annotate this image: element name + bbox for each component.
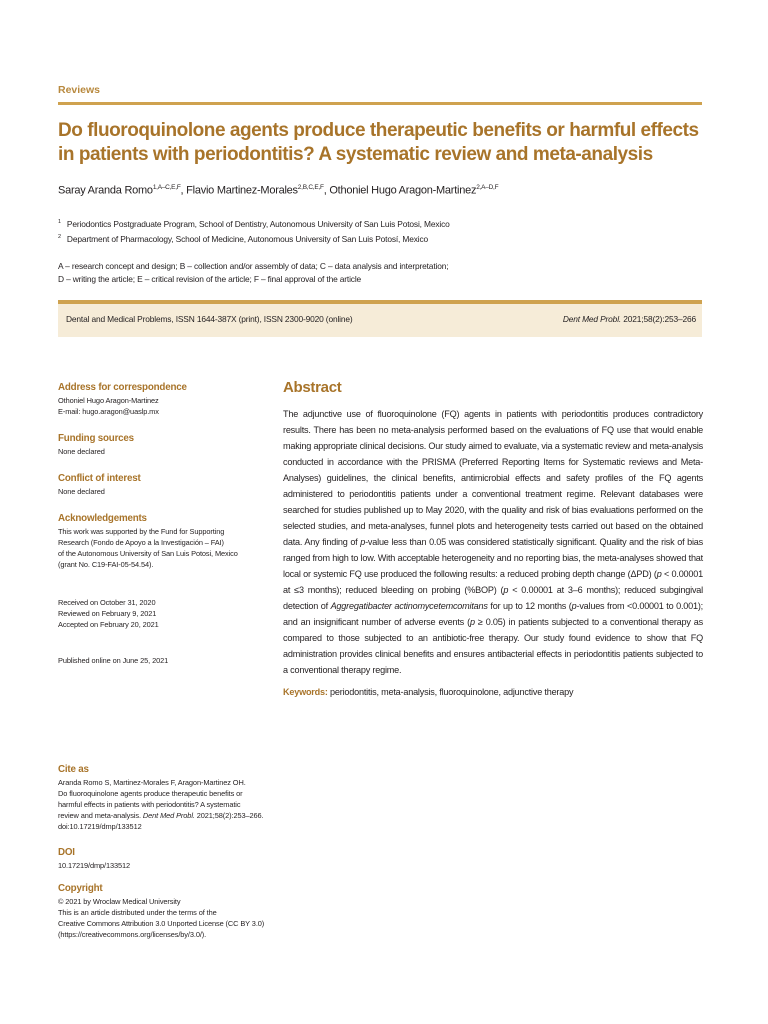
cite-block <box>58 763 268 832</box>
keywords-text: periodontitis, meta-analysis, fluoroquinolone, adjunctive therapy <box>327 687 574 697</box>
conflict-text: None declared <box>58 487 105 496</box>
copyright-line[interactable]: (https://creativecommons.org/licenses/by/3.0/). <box>58 930 207 939</box>
author-affiliation-marker: 2,B,C,E,F <box>297 184 324 191</box>
cite-line: Do fluoroquinolone agents produce therapeutic benefits or <box>58 789 243 798</box>
acknowledgements-block <box>58 512 268 570</box>
cite-text: review and meta-analysis. <box>58 811 143 820</box>
acknowledgements-line: (grant No. C19-FAI-05-54.54). <box>58 560 154 569</box>
funding-block <box>58 432 268 457</box>
affiliation-text: Department of Pharmacology, School of Medicine, Autonomous University of San Luis Potosí, Mexico <box>66 234 429 244</box>
doi-heading: DOI <box>58 847 75 858</box>
affiliation-text: Periodontics Postgraduate Program, School of Dentistry, Autonomous University of San Luis Potosi, Mexico <box>66 219 450 229</box>
copyright-heading: Copyright <box>58 883 103 894</box>
published-date: Published online on June 25, 2021 <box>58 656 169 665</box>
author-separator: , <box>323 184 330 197</box>
acknowledgements-heading: Acknowledgements <box>58 513 147 524</box>
abstract-segment: < 0.00001 at ≤3 months); reduced bleeding on probing (%BOP) ( <box>283 569 703 595</box>
copyright-line: © 2021 by Wroclaw Medical University <box>58 897 181 906</box>
affiliation-2 <box>58 234 708 244</box>
abstract-species: Aggregatibacter actinomycetemcomitans <box>330 601 488 611</box>
accepted-date: Accepted on February 20, 2021 <box>58 620 159 629</box>
abstract-segment: < 0.00001 at 3–6 months); reduced subgingival detection of <box>283 585 703 611</box>
published-block <box>58 655 268 666</box>
affiliation-number: 1 <box>58 219 61 226</box>
doi-block <box>58 846 268 871</box>
copyright-block <box>58 882 268 940</box>
journal-abbrev: Dent Med Probl. <box>562 314 622 324</box>
affiliation-1 <box>58 219 708 229</box>
cite-doi[interactable]: doi:10.17219/dmp/133512 <box>58 822 142 831</box>
author-affiliation-marker: 2,A–D,F <box>476 184 499 191</box>
author-name: Othoniel Hugo Aragon-Martinez <box>329 184 477 197</box>
author-contributions <box>58 260 708 286</box>
header-rule <box>58 102 702 105</box>
article-title: Do fluoroquinolone agents produce therapeutic benefits or harmful effects in patients with periodontitis? A systematic review and meta-analysis <box>58 120 699 165</box>
affiliation-number: 2 <box>58 234 61 241</box>
copyright-line: This is an article distributed under the terms of the <box>58 908 217 917</box>
author-name: Flavio Martinez-Morales <box>186 184 298 197</box>
journal-volume: 2021;58(2):253–266 <box>621 314 696 324</box>
contribution-line: D – writing the article; E – critical revision of the article; F – final approval of the article <box>58 274 362 284</box>
acknowledgements-line: This work was supported by the Fund for Supporting <box>58 527 225 536</box>
keywords-label: Keywords: <box>283 687 328 697</box>
abstract-italic: p <box>360 537 366 547</box>
abstract-segment: ≥ 0.05) in patients subjected to a conventional therapy as compared to those subjected to an antibiotic-free therapy. Our study found evidence to show that FQ administration provides clinical benefits and ensures antibacterial effects in periodontitis patients subjected to a conventional therapy regime. <box>283 617 703 675</box>
abstract-segment: for up to 12 months ( <box>487 601 572 611</box>
cite-text: 2021;58(2):253–266. <box>194 811 264 820</box>
cite-line <box>58 810 268 821</box>
abstract-heading: Abstract <box>283 379 342 396</box>
funding-heading: Funding sources <box>58 433 134 444</box>
author-list <box>58 184 708 197</box>
correspondence-block <box>58 381 268 417</box>
abstract-segment: The adjunctive use of fluoroquinolone (FQ) agents in patients with periodontitis produces contradictory results. There has been no meta-analysis performed based on the evaluations of FQ use that would enable making appropriate clinical decisions. Our study aimed to evaluate, via a systematic review and meta-analysis conducted in accordance with the PRISMA (Preferred Reporting Items for Systematic reviews and Meta-Analyses) guidelines, the clinical benefits, antimicrobial effects and safety profiles of the FQ agents administered to periodontitis patients under a conventional treatment regime. Relevant databases were searched for studies published up to May 2020, with the quality and risk of bias evaluations performed on the selected studies, and meta-analyses, funnel plots and heterogeneity tests carried out based on the obtained data. Any finding of <box>283 409 703 547</box>
correspondence-email[interactable]: E-mail: hugo.aragon@uaslp.mx <box>58 407 159 416</box>
journal-issn: Dental and Medical Problems, ISSN 1644-387X (print), ISSN 2300-9020 (online) <box>66 314 353 324</box>
correspondence-heading: Address for correspondence <box>58 382 187 393</box>
abstract-segment: -values from <0.00001 to 0.001); and an insignificant number of adverse events ( <box>283 601 703 627</box>
section-label: Reviews <box>58 84 101 96</box>
keywords <box>283 687 703 697</box>
cite-journal: Dent Med Probl. <box>142 811 195 820</box>
acknowledgements-line: Research (Fondo de Apoyo a la Investigación – FAI) <box>58 538 224 547</box>
cite-line: harmful effects in patients with periodontitis? A systematic <box>58 800 241 809</box>
cite-heading: Cite as <box>58 764 89 775</box>
author-affiliation-marker: 1,A–C,E,F <box>152 184 181 191</box>
conflict-heading: Conflict of interest <box>58 473 141 484</box>
abstract-text <box>283 406 703 678</box>
acknowledgements-line: of the Autonomous University of San Luis Potosi, Mexico <box>58 549 238 558</box>
received-date: Received on October 31, 2020 <box>58 598 156 607</box>
abstract-italic: p <box>571 601 577 611</box>
funding-text: None declared <box>58 447 105 456</box>
cite-line: Aranda Romo S, Martinez-Morales F, Aragon-Martinez OH. <box>58 778 246 787</box>
correspondence-name: Othoniel Hugo Aragon-Martinez <box>58 396 159 405</box>
contribution-line: A – research concept and design; B – collection and/or assembly of data; C – data analysis and interpretation; <box>58 261 449 271</box>
journal-citation <box>563 314 696 324</box>
author-name: Saray Aranda Romo <box>58 184 153 197</box>
conflict-block <box>58 472 268 497</box>
abstract-italic: p <box>656 569 662 579</box>
dates-block <box>58 597 268 630</box>
abstract-italic: p <box>469 617 475 627</box>
doi-text[interactable]: 10.17219/dmp/133512 <box>58 861 131 870</box>
copyright-line: Creative Commons Attribution 3.0 Unported License (CC BY 3.0) <box>58 919 265 928</box>
abstract-segment: -value less than 0.05 was considered statistically significant. Quality and the risk of bias ranged from high to low. With acceptable heterogeneity and no reporting bias, the meta-analyses showed that local or systemic FQ use produced the following results: a reduced probing depth change (ΔPD) ( <box>283 537 703 579</box>
abstract-italic: p <box>503 585 509 595</box>
author-separator: , <box>180 184 187 197</box>
reviewed-date: Reviewed on February 9, 2021 <box>58 609 157 618</box>
